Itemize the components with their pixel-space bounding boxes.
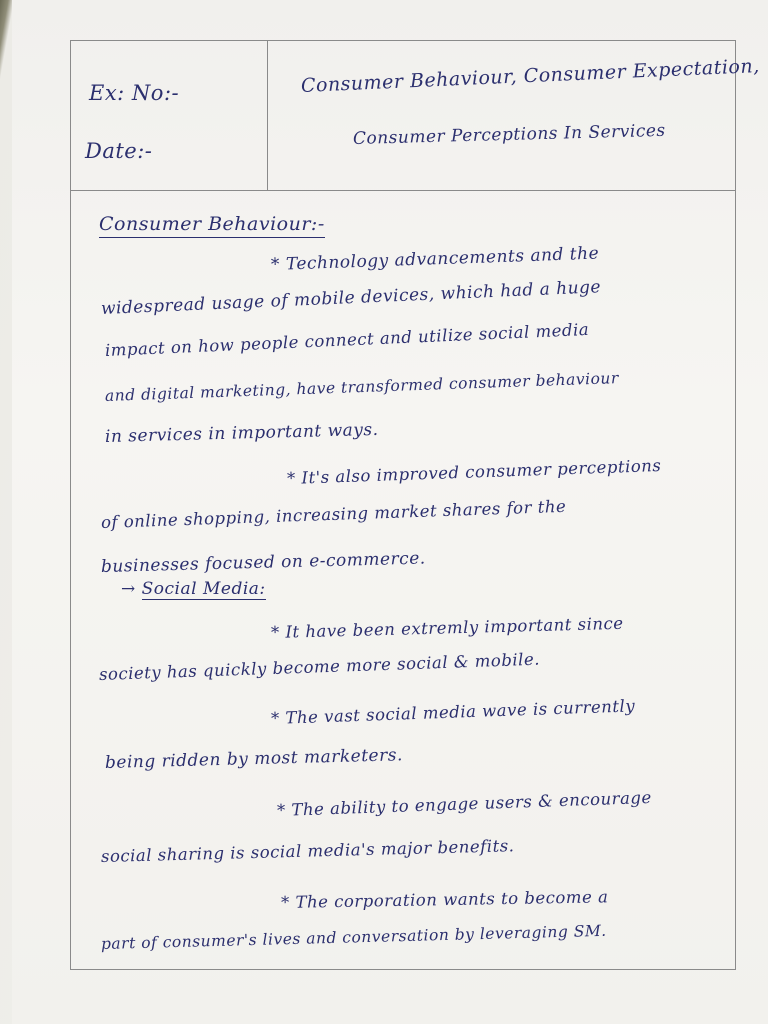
header-box <box>71 41 761 191</box>
note-line: and digital marketing, have transformed consumer behaviour <box>104 369 620 405</box>
social-media-heading <box>121 579 266 599</box>
note-line: * It's also improved consumer perceptions <box>286 455 662 488</box>
note-line: widespread usage of mobile devices, which had a huge <box>100 277 602 319</box>
note-line: impact on how people connect and utilize social media <box>104 319 590 360</box>
header-divider <box>267 41 268 191</box>
date-label: Date:- <box>85 139 153 163</box>
note-line: society has quickly become more social & mobile. <box>98 649 541 684</box>
page-border <box>70 40 761 970</box>
social-media-heading-label: Social Media: <box>141 579 266 599</box>
notebook-page <box>12 0 768 1024</box>
note-line: of online shopping, increasing market shares for the <box>100 496 567 532</box>
note-line: part of consumer's lives and conversation by leveraging SM. <box>100 921 607 953</box>
ex-no-label: Ex: No:- <box>89 81 180 105</box>
note-line: * The ability to engage users & encourage <box>276 787 652 820</box>
notes-body <box>71 191 735 971</box>
arrow-icon: → <box>121 579 136 599</box>
section-heading: Consumer Behaviour:- <box>99 213 325 238</box>
note-line: being ridden by most marketers. <box>104 745 404 773</box>
note-line: * The corporation wants to become a <box>280 887 609 912</box>
note-line: businesses focused on e-commerce. <box>100 548 426 577</box>
note-line: * Technology advancements and the <box>270 243 600 275</box>
note-line: * The vast social media wave is currently <box>270 696 636 728</box>
note-line: * It have been extremly important since <box>270 613 624 642</box>
title-line-1: Consumer Behaviour, Consumer Expectation, <box>300 54 761 97</box>
note-line: social sharing is social media's major benefits. <box>100 836 515 866</box>
note-line: in services in important ways. <box>104 419 379 447</box>
title-line-2: Consumer Perceptions In Services <box>352 120 666 149</box>
